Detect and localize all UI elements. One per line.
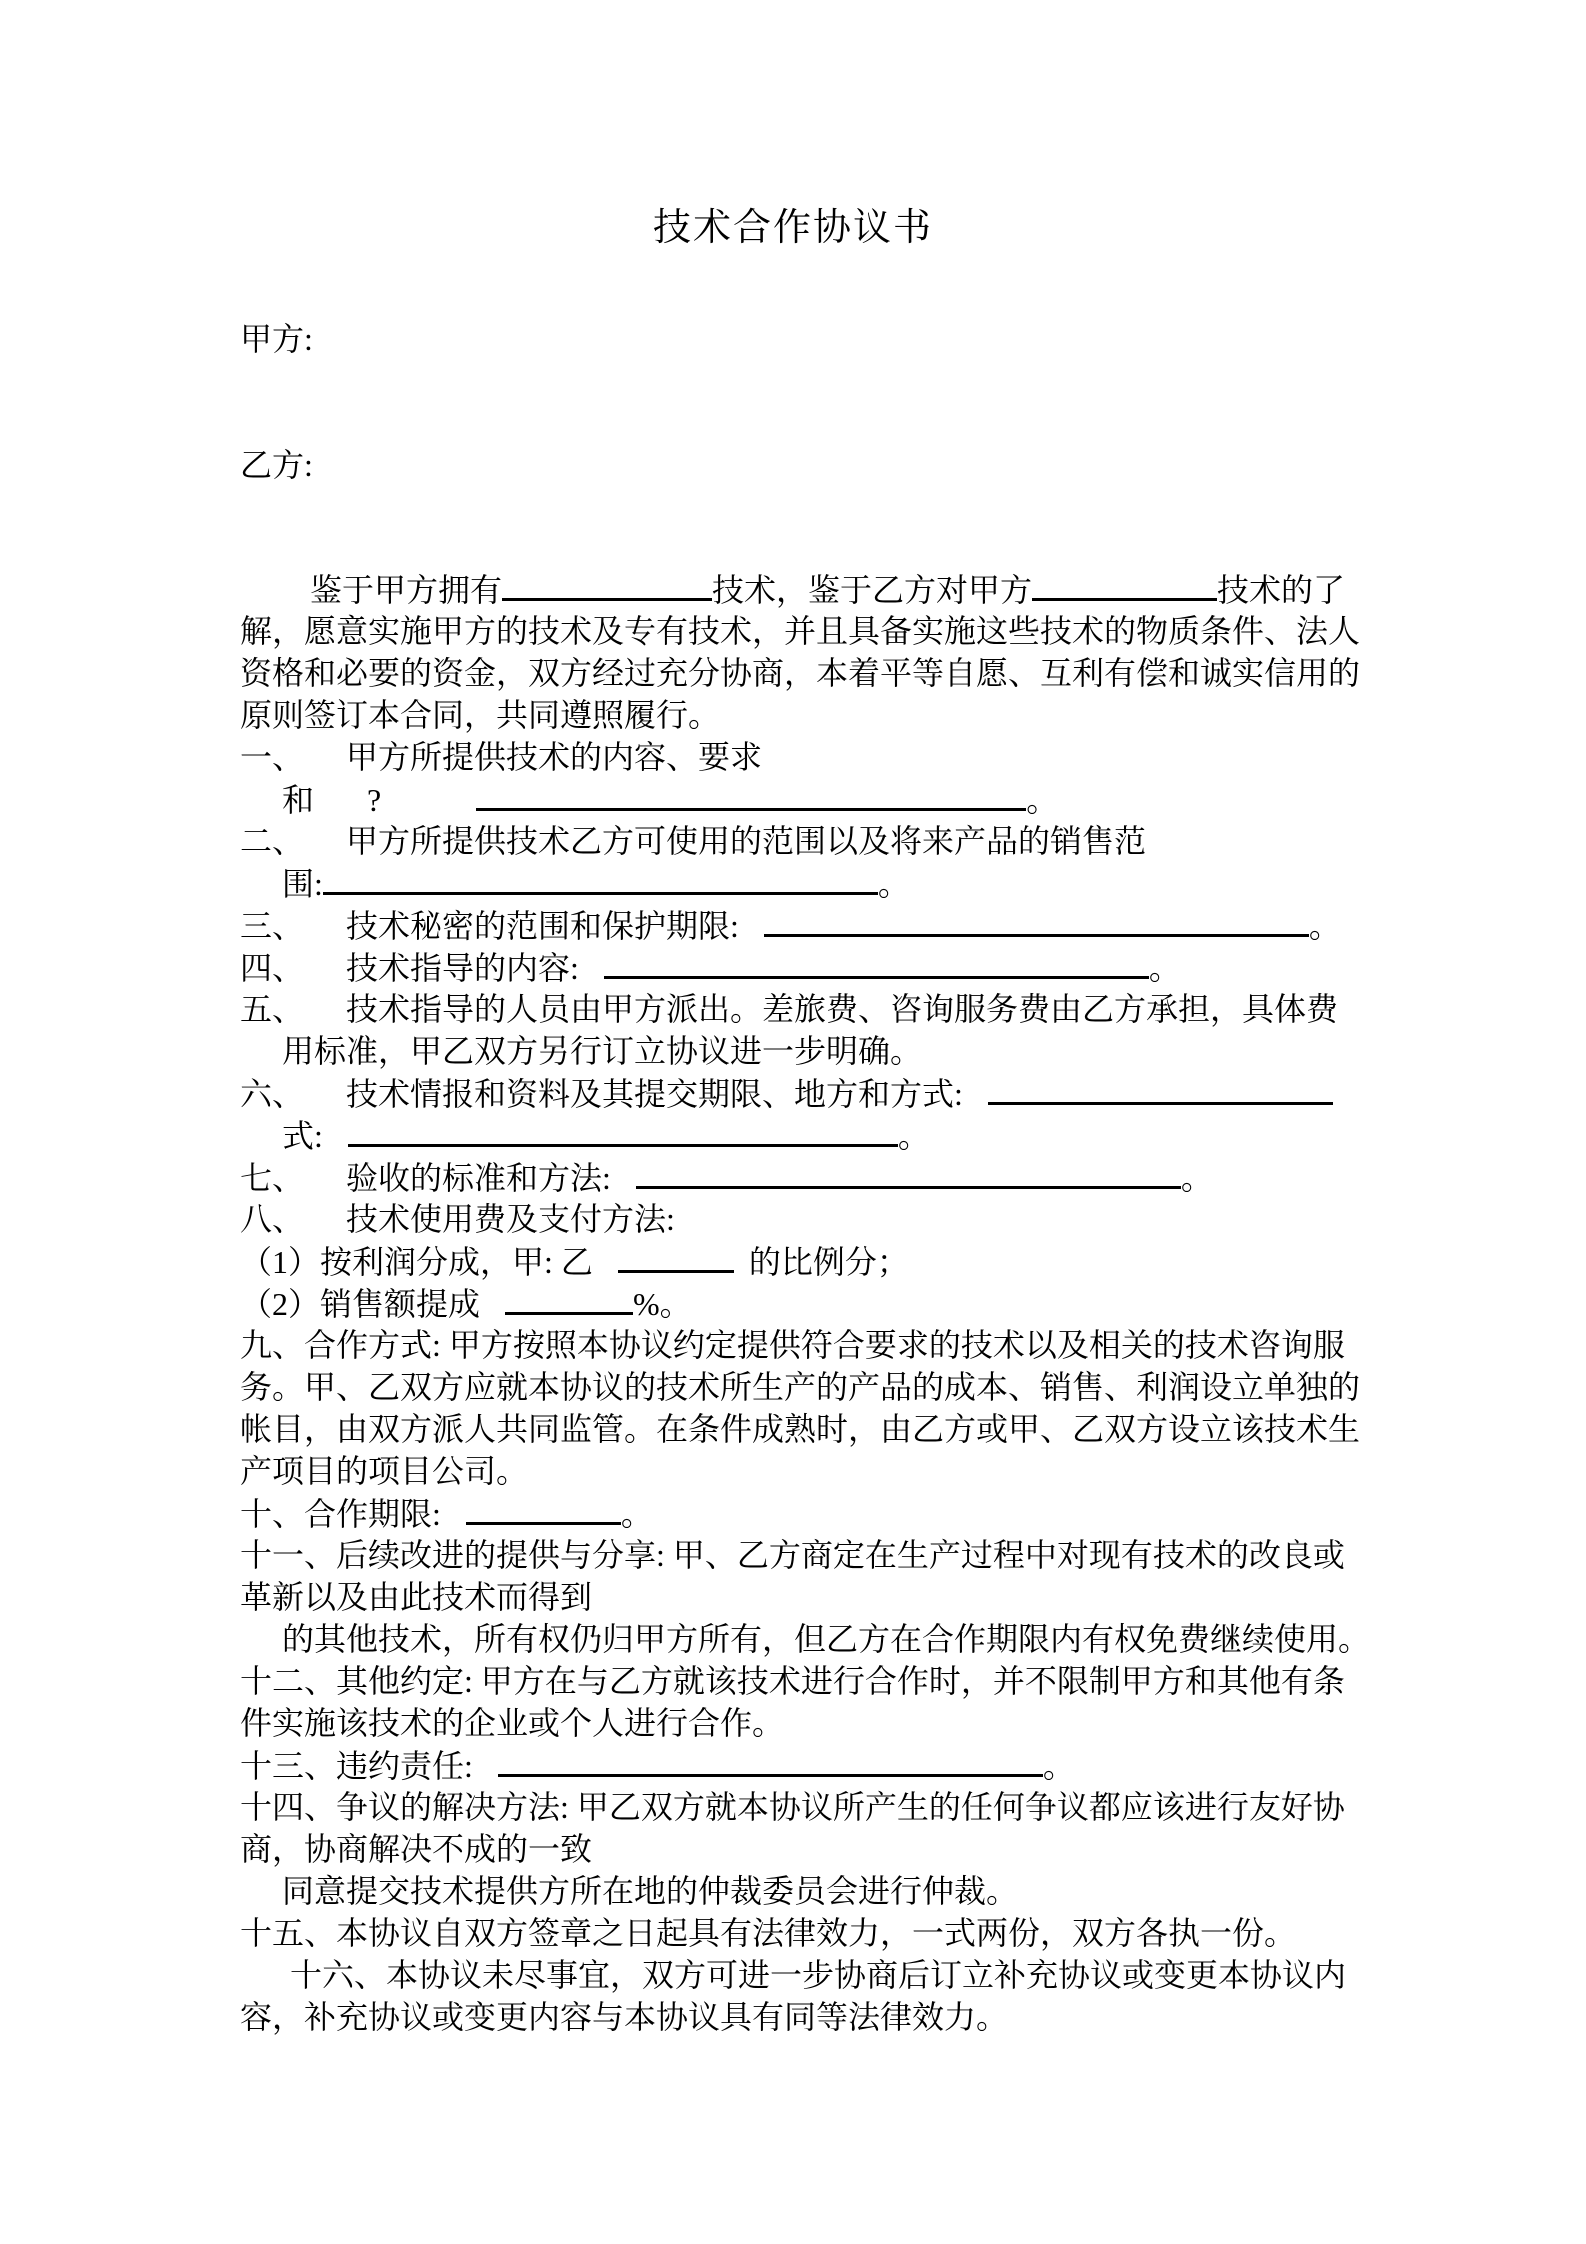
line-text: 八、 xyxy=(240,1201,305,1237)
fill-in-blank xyxy=(764,904,1309,937)
line-text: 帐目，由双方派人共同监管。在条件成熟时，由乙方或甲、乙双方设立该技术生 xyxy=(240,1411,1361,1447)
document-line xyxy=(240,1996,1356,2038)
document-line xyxy=(240,1576,1356,1618)
line-text: 用标准，甲乙双方另行订立协议进一步明确。 xyxy=(282,1033,923,1069)
document-line xyxy=(240,1408,1361,1450)
line-text: 。 xyxy=(1148,950,1181,986)
spacer xyxy=(441,1524,466,1525)
line-text: 产项目的项目公司。 xyxy=(240,1453,529,1489)
line-text: 的比例分； xyxy=(748,1244,909,1280)
spacer xyxy=(323,1146,348,1147)
document-line xyxy=(240,1366,1361,1408)
spacer xyxy=(381,810,476,811)
spacer xyxy=(304,851,346,852)
document-line xyxy=(240,736,1356,778)
line-text: 技术，鉴于乙方对甲方 xyxy=(712,572,1033,608)
line-text: 甲方所提供技术乙方可使用的范围以及将来产品的销售范 xyxy=(346,823,1147,859)
spacer xyxy=(480,1314,505,1315)
document-line xyxy=(240,946,1356,988)
spacer xyxy=(611,1188,636,1189)
line-text: 技术的了 xyxy=(1217,572,1346,608)
document-line xyxy=(240,1240,1356,1282)
document-line xyxy=(240,1072,1356,1114)
document-line xyxy=(240,1156,1356,1198)
spacer xyxy=(734,1272,749,1273)
line-text: 。 xyxy=(620,1496,653,1532)
document-line xyxy=(240,988,1356,1030)
fill-in-blank xyxy=(323,862,878,895)
line-text: 革新以及由此技术而得到 xyxy=(240,1579,593,1615)
spacer xyxy=(739,936,764,937)
spacer xyxy=(304,936,346,937)
document-line xyxy=(240,568,1356,610)
fill-in-blank xyxy=(476,778,1026,811)
document-line xyxy=(240,1954,1356,1996)
document-line xyxy=(240,1492,1356,1534)
line-text: 九、合作方式: 甲方按照本协议约定提供符合要求的技术以及相关的技术咨询服 xyxy=(240,1327,1345,1363)
document-line xyxy=(240,1030,1356,1072)
line-text: 十三、违约责任: xyxy=(240,1748,473,1784)
document-line xyxy=(240,1912,1356,1954)
line-text: 。 xyxy=(877,866,910,902)
line-text: 技术秘密的范围和保护期限: xyxy=(346,908,739,944)
line-text: 原则签订本合同，共同遵照履行。 xyxy=(240,697,721,733)
line-text: 商，协商解决不成的一致 xyxy=(240,1831,593,1867)
line-text: 解，愿意实施甲方的技术及专有技术，并且具备实施这些技术的物质条件、法人 xyxy=(240,613,1361,649)
line-text: 十一、后续改进的提供与分享: 甲、乙方商定在生产过程中对现有技术的改良或 xyxy=(240,1537,1345,1573)
line-text: 资格和必要的资金，双方经过充分协商，本着平等自愿、互利有偿和诚实信用的 xyxy=(240,655,1361,691)
document-line xyxy=(240,1114,1356,1156)
line-text: 。 xyxy=(1308,908,1341,944)
fill-in-blank xyxy=(636,1156,1181,1189)
line-text: 。 xyxy=(897,1118,930,1154)
document-line xyxy=(240,1450,1356,1492)
line-text: 十二、其他约定: 甲方在与乙方就该技术进行合作时，并不限制甲方和其他有条 xyxy=(240,1663,1345,1699)
line-text: 务。甲、乙双方应就本协议的技术所生产的产品的成本、销售、利润设立单独的 xyxy=(240,1369,1361,1405)
party-b-label: 乙方: xyxy=(240,447,313,483)
line-text: 。 xyxy=(1042,1748,1075,1784)
line-text: 二、 xyxy=(240,823,305,859)
line-text: （1）按利润分成，甲: 乙 xyxy=(240,1244,593,1280)
line-text: 甲方所提供技术的内容、要求 xyxy=(346,739,763,775)
document-title: 技术合作协议书 xyxy=(652,207,933,249)
spacer xyxy=(304,767,346,768)
line-text: 技术情报和资料及其提交期限、地方和方式: xyxy=(346,1076,963,1112)
document-line xyxy=(240,1744,1356,1786)
document-body xyxy=(240,568,1371,2038)
fill-in-blank xyxy=(466,1492,621,1525)
document-line xyxy=(240,694,1356,736)
spacer xyxy=(304,1229,346,1230)
document-line xyxy=(240,1702,1356,1744)
line-text: 十六、本协议未尽事宜，双方可进一步协商后订立补充协议或变更本协议内 xyxy=(290,1957,1347,1993)
party-a-label: 甲方: xyxy=(240,321,313,357)
line-text: 。 xyxy=(1180,1160,1213,1196)
document-line xyxy=(240,778,1356,820)
spacer xyxy=(579,978,604,979)
document-line xyxy=(240,1618,1371,1660)
document-line xyxy=(240,1198,1356,1240)
line-text: 技术使用费及支付方法: xyxy=(346,1201,675,1237)
spacer xyxy=(593,1272,618,1273)
line-text: 技术指导的人员由甲方派出。差旅费、咨询服务费由乙方承担，具体费 xyxy=(346,991,1339,1027)
line-text: 验收的标准和方法: xyxy=(346,1160,611,1196)
line-text: 十五、本协议自双方签章之日起具有法律效力，一式两份，双方各执一份。 xyxy=(240,1915,1297,1951)
line-text: （2）销售额提成 xyxy=(240,1286,481,1322)
fill-in-blank xyxy=(348,1114,898,1147)
spacer xyxy=(314,810,367,811)
document-line xyxy=(240,652,1361,694)
fill-in-blank xyxy=(1032,568,1217,601)
fill-in-blank xyxy=(604,946,1149,979)
line-text: 的其他技术，所有权仍归甲方所有，但乙方在合作期限内有权免费继续使用。 xyxy=(282,1621,1371,1657)
document-line xyxy=(240,820,1356,862)
document-line xyxy=(240,1870,1356,1912)
document-line xyxy=(240,610,1361,652)
document-line xyxy=(240,1828,1356,1870)
fill-in-blank xyxy=(505,1282,633,1315)
fill-in-blank xyxy=(618,1240,734,1273)
line-text: 。 xyxy=(1026,782,1059,818)
line-text: 四、 xyxy=(240,950,305,986)
line-text: 三、 xyxy=(240,908,305,944)
line-text: 式: xyxy=(282,1118,323,1154)
line-text: 十、合作期限: xyxy=(240,1496,441,1532)
line-text: ? xyxy=(367,782,382,818)
spacer xyxy=(304,1019,346,1020)
document-line xyxy=(240,862,1356,904)
spacer xyxy=(304,1104,346,1105)
document-line xyxy=(240,1534,1356,1576)
fill-in-blank xyxy=(502,568,712,601)
document-line xyxy=(240,904,1356,946)
line-text: 容，补充协议或变更内容与本协议具有同等法律效力。 xyxy=(240,1999,1009,2035)
line-text: 件实施该技术的企业或个人进行合作。 xyxy=(240,1705,785,1741)
fill-in-blank xyxy=(988,1072,1333,1105)
line-text: 和 xyxy=(282,782,315,818)
line-text: 同意提交技术提供方所在地的仲裁委员会进行仲裁。 xyxy=(282,1873,1019,1909)
line-text: %。 xyxy=(633,1286,692,1322)
document-line xyxy=(240,1324,1356,1366)
line-text: 六、 xyxy=(240,1076,305,1112)
line-text: 鉴于甲方拥有 xyxy=(310,572,503,608)
document-line xyxy=(240,1786,1356,1828)
spacer xyxy=(304,1188,346,1189)
line-text: 一、 xyxy=(240,739,305,775)
spacer xyxy=(304,978,346,979)
spacer xyxy=(473,1776,498,1777)
document-line xyxy=(240,1282,1356,1324)
line-text: 五、 xyxy=(240,991,305,1027)
spacer xyxy=(963,1104,988,1105)
line-text: 十四、争议的解决方法: 甲乙双方就本协议所产生的任何争议都应该进行友好协 xyxy=(240,1789,1345,1825)
line-text: 七、 xyxy=(240,1160,305,1196)
fill-in-blank xyxy=(498,1744,1043,1777)
line-text: 技术指导的内容: xyxy=(346,950,579,986)
line-text: 围: xyxy=(282,866,323,902)
document-line xyxy=(240,1660,1356,1702)
